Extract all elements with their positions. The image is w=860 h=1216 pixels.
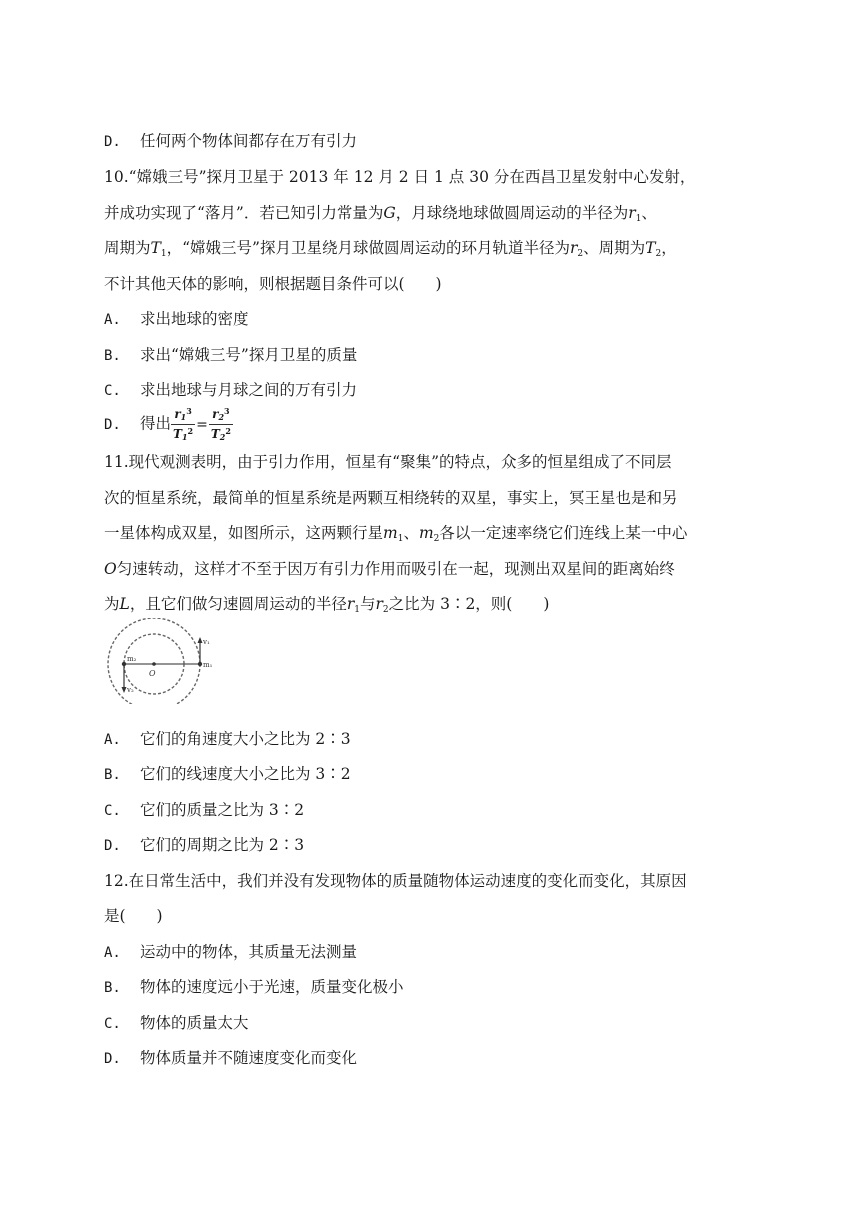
- subscript: 2: [382, 605, 389, 615]
- text-segment: 、: [641, 204, 657, 222]
- subscript: 2: [219, 432, 226, 442]
- option-text: 物体的质量太大: [140, 1014, 249, 1032]
- formula-fraction-left: [171, 405, 195, 444]
- q10-option-c: [104, 380, 357, 401]
- text-segment: 周期为: [104, 239, 151, 257]
- label-v1: v₁: [203, 638, 210, 646]
- q11-option-d: [104, 835, 304, 856]
- binary-star-figure: [104, 618, 212, 704]
- formula-equals: =: [196, 416, 208, 433]
- label-o: O: [149, 669, 156, 678]
- q12-line-2: 是( ): [104, 907, 163, 925]
- option-letter: B.: [104, 980, 121, 996]
- option-letter: A.: [104, 312, 121, 328]
- text-segment: 、: [403, 524, 419, 542]
- option-text: 它们的线速度大小之比为 3∶2: [140, 765, 351, 783]
- subscript: 2: [218, 412, 225, 422]
- m2-dot: [122, 662, 126, 666]
- option-text: 物体的速度远小于光速，质量变化极小: [140, 978, 404, 996]
- exponent: 3: [186, 406, 192, 416]
- formula-r: r: [212, 407, 219, 421]
- option-letter: C.: [104, 1016, 121, 1032]
- text-segment: 并成功实现了“落月”．若已知引力常量为: [104, 204, 384, 222]
- text-segment: 与: [359, 595, 376, 613]
- option-letter: C.: [104, 803, 121, 819]
- text-segment: 、周期为: [583, 239, 646, 257]
- symbol-l: L: [119, 595, 130, 613]
- q11-line-5: [104, 594, 549, 620]
- text-segment: ，“嫦娥三号”探月卫星绕月球做圆周运动的环月轨道半径为: [166, 239, 570, 257]
- subscript: 1: [354, 605, 360, 615]
- exponent: 2: [225, 426, 231, 436]
- q12-option-d: [104, 1048, 357, 1069]
- label-v2: v₂: [127, 686, 134, 694]
- subscript: 1: [160, 249, 167, 259]
- text-segment: 一星体构成双星，如图所示，这两颗行星: [104, 524, 384, 542]
- option-text: 任何两个物体间都存在万有引力: [140, 132, 358, 150]
- text-segment: 为: [104, 595, 120, 613]
- text-segment: ，月球绕地球做圆周运动的半径为: [395, 204, 629, 222]
- option-letter: C.: [104, 383, 121, 399]
- option-letter: B.: [104, 767, 121, 783]
- option-letter: D.: [104, 134, 121, 150]
- q11-option-c: [104, 800, 304, 821]
- q10-option-b: [104, 345, 357, 366]
- formula-fraction-right: [209, 405, 233, 444]
- q10-option-a: [104, 309, 249, 330]
- q11-option-a: [104, 729, 351, 750]
- v2-arrowhead: [122, 687, 127, 693]
- symbol-m: m: [383, 524, 398, 542]
- formula-r: r: [174, 407, 181, 421]
- option-text: 它们的角速度大小之比为 2∶3: [140, 730, 351, 748]
- symbol-r: r: [346, 595, 355, 613]
- option-letter: A.: [104, 732, 121, 748]
- q12-option-a: [104, 942, 357, 963]
- option-text: 求出“嫦娥三号”探月卫星的质量: [140, 346, 358, 364]
- q10-line-1: 10.“嫦娥三号”探月卫星于 2013 年 12 月 2 日 1 点 30 分在西昌卫星发射中心发射，: [104, 168, 696, 186]
- symbol-r: r: [569, 239, 578, 257]
- q12-line-1: 12.在日常生活中，我们并没有发现物体的质量随物体运动速度的变化而变化，其原因: [104, 872, 687, 890]
- option-text: 求出地球的密度: [140, 310, 249, 328]
- text-segment: 匀速转动，这样才不至于因万有引力作用而吸引在一起，现测出双星间的距离始终: [116, 560, 675, 578]
- symbol-m: m: [418, 524, 434, 542]
- v1-arrowhead: [198, 637, 203, 643]
- option-text: 得出: [140, 414, 172, 433]
- option-text: 它们的周期之比为 2∶3: [140, 836, 305, 854]
- symbol-r: r: [375, 595, 383, 613]
- m1-dot: [198, 662, 202, 666]
- center-dot: [152, 662, 156, 666]
- symbol-g: G: [383, 204, 396, 222]
- q10-line-3: [104, 238, 677, 264]
- text-segment: 之比为 3∶2，则( ): [388, 595, 550, 613]
- text-segment: 各以一定速率绕它们连线上某一中心: [439, 524, 688, 542]
- q10-option-d: [104, 405, 233, 444]
- formula-t: T: [173, 427, 182, 441]
- option-letter: D.: [104, 416, 121, 433]
- q12-option-c: [104, 1013, 249, 1034]
- text-segment: ，: [661, 239, 677, 257]
- symbol-o: O: [104, 560, 117, 578]
- q12-option-b: [104, 977, 404, 998]
- option-letter: D.: [104, 1051, 121, 1067]
- label-m2: m₂: [127, 655, 137, 663]
- option-text: 物体质量并不随速度变化而变化: [140, 1049, 358, 1067]
- option-text: 求出地球与月球之间的万有引力: [140, 381, 358, 399]
- subscript: 1: [181, 432, 188, 442]
- subscript: 1: [180, 412, 187, 422]
- symbol-r: r: [628, 204, 636, 222]
- q9-option-d: [104, 131, 357, 152]
- q10-line-2: [104, 203, 657, 229]
- q11-line-2: 次的恒星系统，最简单的恒星系统是两颗互相绕转的双星，事实上，冥王星也是和另: [104, 489, 678, 507]
- option-letter: A.: [104, 945, 121, 961]
- q11-line-4: [104, 559, 675, 579]
- option-letter: B.: [104, 348, 121, 364]
- subscript: 2: [577, 249, 584, 259]
- option-text: 运动中的物体，其质量无法测量: [140, 943, 358, 961]
- q10-line-4: 不计其他天体的影响，则根据题目条件可以( ): [104, 275, 442, 293]
- subscript: 1: [635, 214, 642, 224]
- subscript: 2: [655, 249, 662, 259]
- subscript: 1: [397, 534, 404, 544]
- q11-line-1: 11.现代观测表明，由于引力作用，恒星有“聚集”的特点，众多的恒星组成了不同层: [104, 453, 672, 471]
- option-text: 它们的质量之比为 3∶2: [140, 801, 305, 819]
- formula-t: T: [210, 427, 220, 441]
- exponent: 3: [224, 406, 230, 416]
- q11-line-3: [104, 523, 687, 549]
- outer-orbit: [108, 618, 200, 704]
- symbol-t: T: [150, 239, 161, 257]
- exponent: 2: [187, 426, 194, 436]
- subscript: 2: [433, 534, 440, 544]
- q11-option-b: [104, 764, 351, 785]
- text-segment: ，且它们做匀速圆周运动的半径: [129, 595, 347, 613]
- option-letter: D.: [104, 838, 121, 854]
- symbol-t: T: [645, 239, 656, 257]
- label-m1: m₁: [203, 661, 212, 669]
